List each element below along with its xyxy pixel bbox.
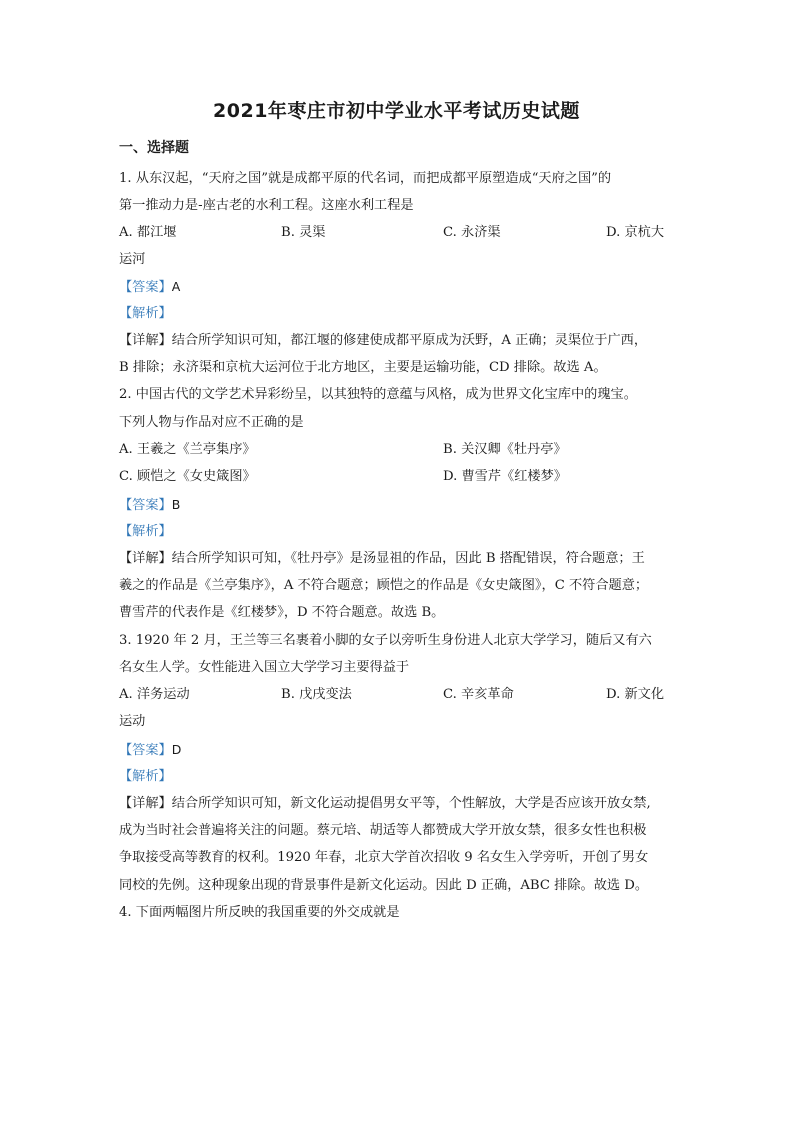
detail-text: 结合所学知识可知，新文化运动提倡男女平等，个性解放，大学是否应该开放女禁, bbox=[171, 796, 651, 811]
q3-detail-line-3: 争取接受高等教育的权利。1920 年春，北京大学首次招收 9 名女生入学旁听，开创了男女 bbox=[119, 850, 649, 865]
q2-option-d: D. 曹雪芹《红楼梦》 bbox=[443, 469, 567, 484]
answer-value: A bbox=[171, 279, 181, 294]
q3-option-c: C. 辛亥革命 bbox=[443, 687, 514, 702]
q2-analysis-tag: 【解析】 bbox=[119, 524, 172, 539]
q2-detail-line-1 bbox=[119, 550, 679, 568]
detail-text: 结合所学知识可知，《牡丹亭》是汤显祖的作品，因此 B 搭配错误，符合题意；王 bbox=[171, 551, 645, 566]
q2-answer bbox=[119, 496, 679, 515]
q3-option-b: B. 戊戌变法 bbox=[281, 687, 352, 702]
q1-analysis-tag: 【解析】 bbox=[119, 306, 172, 321]
answer-value: D bbox=[171, 742, 182, 757]
detail-tag: 【详解】 bbox=[119, 333, 172, 348]
q3-detail-line-4: 同校的先例。这种现象出现的背景事件是新文化运动。因此 D 正确，ABC 排除。故选 D。 bbox=[119, 878, 649, 893]
q2-option-a: A. 王羲之《兰亭集序》 bbox=[119, 442, 256, 457]
q3-answer bbox=[119, 741, 679, 760]
detail-text: 结合所学知识可知，都江堰的修建使成都平原成为沃野，A 正确；灵渠位于广西， bbox=[171, 333, 648, 348]
q2-detail-line-3: 曹雪芹的代表作是《红楼梦》，D 不符合题意。故选 B。 bbox=[119, 605, 445, 620]
answer-tag: 【答案】 bbox=[119, 498, 172, 513]
detail-tag: 【详解】 bbox=[119, 796, 172, 811]
q1-option-c: C. 永济渠 bbox=[443, 225, 501, 240]
section-heading: 一、选择题 bbox=[119, 140, 189, 156]
q1-stem-line-1: 1. 从东汉起，“天府之国”就是成都平原的代名词，而把成都平原塑造成“天府之国”的 bbox=[119, 171, 612, 186]
q4-stem-line-1: 4. 下面两幅图片所反映的我国重要的外交成就是 bbox=[119, 905, 400, 920]
q1-option-d-continued: 运河 bbox=[119, 252, 146, 267]
q1-stem-line-2: 第一推动力是-座古老的水利工程。这座水利工程是 bbox=[119, 198, 414, 213]
detail-tag: 【详解】 bbox=[119, 551, 172, 566]
page-title: 2021年枣庄市初中学业水平考试历史试题 bbox=[213, 100, 580, 122]
answer-value: B bbox=[171, 497, 181, 512]
q2-option-c: C. 顾恺之《女史箴图》 bbox=[119, 469, 256, 484]
q1-detail-line-2: B 排除；永济渠和京杭大运河位于北方地区，主要是运输功能，CD 排除。故选 A。 bbox=[119, 360, 607, 375]
q2-stem-line-2: 下列人物与作品对应不正确的是 bbox=[119, 415, 304, 430]
q3-detail-line-1 bbox=[119, 795, 679, 813]
q1-option-a: A. 都江堰 bbox=[119, 225, 177, 240]
q2-stem-line-1: 2. 中国古代的文学艺术异彩纷呈，以其独特的意蕴与风格，成为世界文化宝库中的瑰宝。 bbox=[119, 387, 637, 402]
q3-option-d-continued: 运动 bbox=[119, 714, 146, 729]
q3-stem-line-1: 3. 1920 年 2 月，王兰等三名裹着小脚的女子以旁听生身份进人北京大学学习，随后又有六 bbox=[119, 633, 652, 648]
q3-detail-line-2: 成为当时社会普遍将关注的问题。蔡元培、胡适等人都赞成大学开放女禁，很多女性也积极 bbox=[119, 823, 647, 838]
q1-option-d: D. 京杭大 bbox=[606, 225, 665, 240]
q3-option-d: D. 新文化 bbox=[606, 687, 665, 702]
answer-tag: 【答案】 bbox=[119, 280, 172, 295]
q2-option-b: B. 关汉卿《牡丹亭》 bbox=[443, 442, 567, 457]
q3-option-a: A. 洋务运动 bbox=[119, 687, 190, 702]
q2-detail-line-2: 羲之的作品是《兰亭集序》，A 不符合题意；顾恺之的作品是《女史箴图》，C 不符合题意； bbox=[119, 578, 649, 593]
q3-stem-line-2: 名女生人学。女性能进入国立大学学习主要得益于 bbox=[119, 660, 410, 675]
q1-detail-line-1 bbox=[119, 332, 679, 350]
answer-tag: 【答案】 bbox=[119, 743, 172, 758]
q1-answer bbox=[119, 278, 679, 297]
q1-option-b: B. 灵渠 bbox=[281, 225, 326, 240]
q3-analysis-tag: 【解析】 bbox=[119, 769, 172, 784]
